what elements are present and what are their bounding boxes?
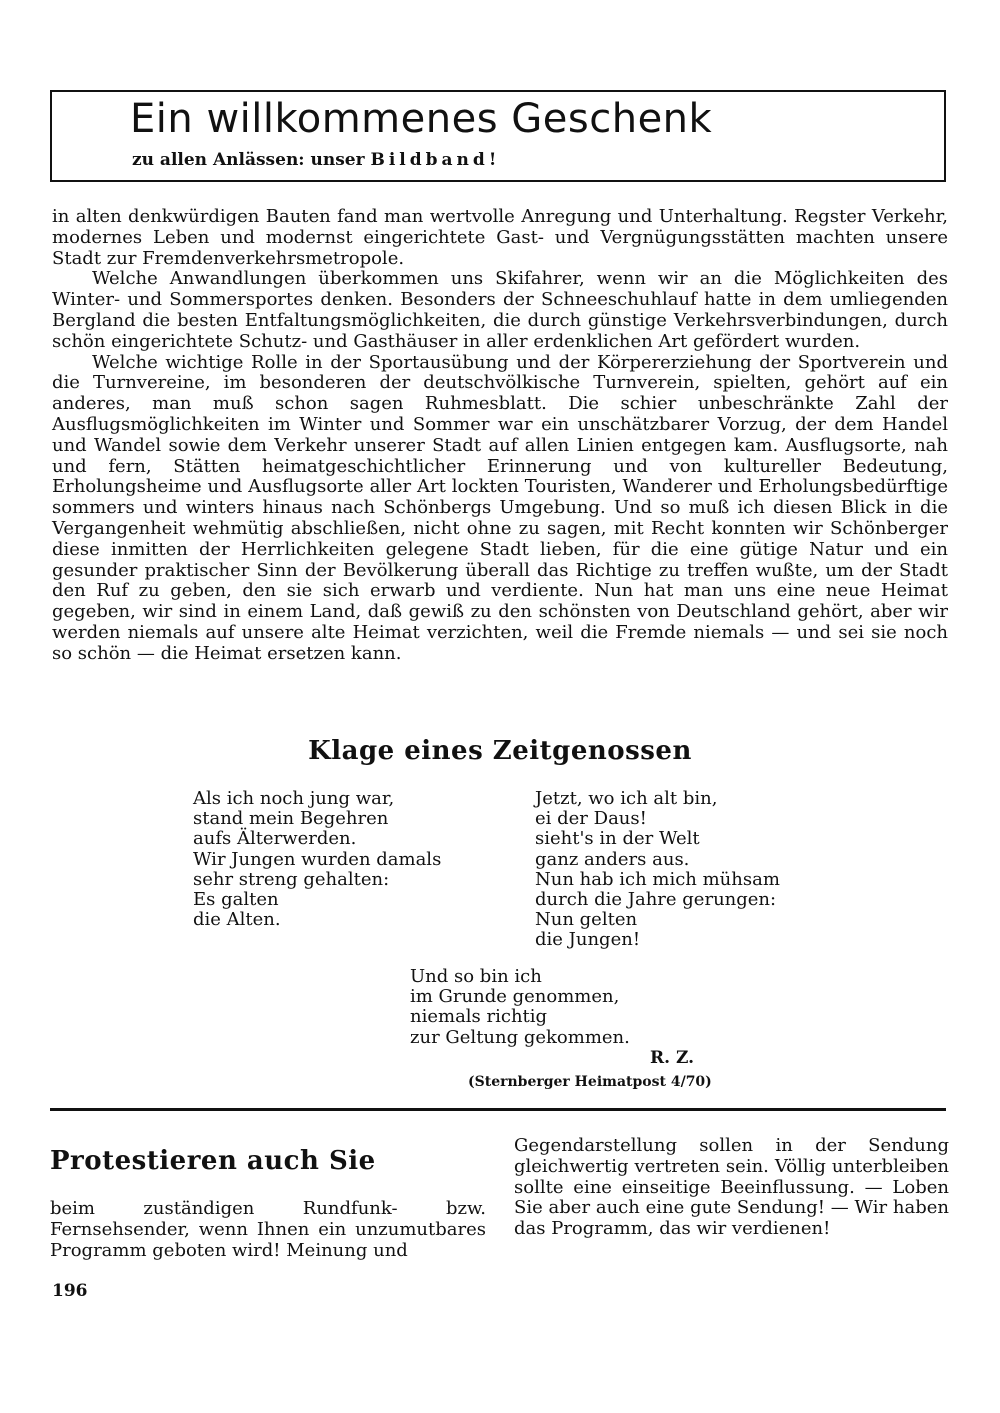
protest-text-left: beim zuständigen Rundfunk- bzw. Fernsehsender, wenn Ihnen ein unzumutbares Programm geboten wird! Meinung und: [50, 1198, 486, 1261]
advertisement-box: [50, 90, 946, 182]
protest-text-right: Gegendarstellung sollen in der Sendung gleichwertig vertreten sein. Völlig unterbleiben sollte eine einseitige Beeinflussung. — Loben Sie aber auch eine gute Sendung! — Wir haben das Programm, das wir verdienen!: [514, 1135, 949, 1240]
ad-subtitle-emphasis: Bildband: [370, 150, 489, 170]
poem-source: (Sternberger Heimatpost 4/70): [468, 1074, 712, 1090]
article-paragraph: Welche wichtige Rolle in der Sportausübung und der Körpererziehung der Sportverein und die Turnvereine, im besonderen der deutschvölkische Turnverein, spielten, gehört auf ein anderes, man muß schon sagen Ruhmesblatt. Die schier unbeschränkte Zahl der Ausflugsmöglichkeiten im Winter und Sommer war ein unschätzbarer Vorzug, der dem Handel und Wandel sowie dem Verkehr unserer Stadt auf allen Linien entgegen kam. Ausflugsorte, nah und fern, Stätten heimatgeschichtlicher Erinnerung und von kultureller Bedeutung, Erholungsheime und Ausflugsorte aller Art lockten Touristen, Wanderer und Erholungsbedürftige sommers und winters hinaus nach Schönbergs Umgebung. Und so muß ich diesen Blick in die Vergangenheit wehmütig abschließen, nicht ohne zu sagen, mit Recht konnten wir Schönberger diese inmitten der Herrlichkeiten gelegene Stadt lieben, für die eine gütige Natur und ein gesunder praktischer Sinn der Bevölkerung überall das Richtige zu treffen wußte, um der Stadt den Ruf zu geben, den sie sich erwarb und verdiente. Nun hat man uns eine neue Heimat gegeben, wir sind in einem Land, daß gewiß zu den schönsten von Deutschland gehört, aber wir werden niemals auf unsere alte Heimat verzichten, weil die Fremde niemals — und sei sie noch so schön — die Heimat ersetzen kann.: [52, 351, 948, 664]
protest-title: Protestieren auch Sie: [50, 1146, 376, 1176]
ad-subtitle-prefix: zu allen Anlässen: unser: [132, 150, 371, 170]
page-number: 196: [52, 1281, 88, 1301]
poem-stanza-left: Als ich noch jung war, stand mein Begehren aufs Älterwerden. Wir Jungen wurden damals sehr streng gehalten: Es galten die Alten.: [193, 788, 442, 931]
poem-stanza-right: Jetzt, wo ich alt bin, ei der Daus! sieht's in der Welt ganz anders aus. Nun hab ich mich mühsam durch die Jahre gerungen: Nun gelten die Jungen!: [535, 788, 780, 951]
poem-title: Klage eines Zeitgenossen: [308, 736, 692, 766]
ad-title: Ein willkommenes Geschenk: [130, 96, 713, 142]
section-divider: [50, 1108, 946, 1111]
ad-subtitle: [132, 150, 496, 170]
article-paragraph: Welche Anwandlungen überkommen uns Skifahrer, wenn wir an die Möglichkeiten des Winter- und Sommersportes denken. Besonders der Schneeschuhlauf hatte in dem umliegenden Bergland die besten Entfaltungsmöglichkeiten, die durch günstige Verkehrsverbindungen, durch schön eingerichtete Schutz- und Gasthäuser in aller erdenklichen Art gefördert wurden.: [52, 268, 948, 352]
poem-stanza-final: Und so bin ich im Grunde genommen, niemals richtig zur Geltung gekommen.: [410, 966, 630, 1048]
article-body: [52, 207, 948, 665]
article-paragraph: in alten denkwürdigen Bauten fand man wertvolle Anregung und Unterhaltung. Regster Verkehr, modernes Leben und modernst eingerichtete Gast- und Vergnügungsstätten machten unsere Stadt zur Fremdenverkehrsmetropole.: [52, 206, 948, 269]
ad-subtitle-suffix: !: [488, 150, 497, 170]
poem-author-initials: R. Z.: [650, 1048, 694, 1068]
